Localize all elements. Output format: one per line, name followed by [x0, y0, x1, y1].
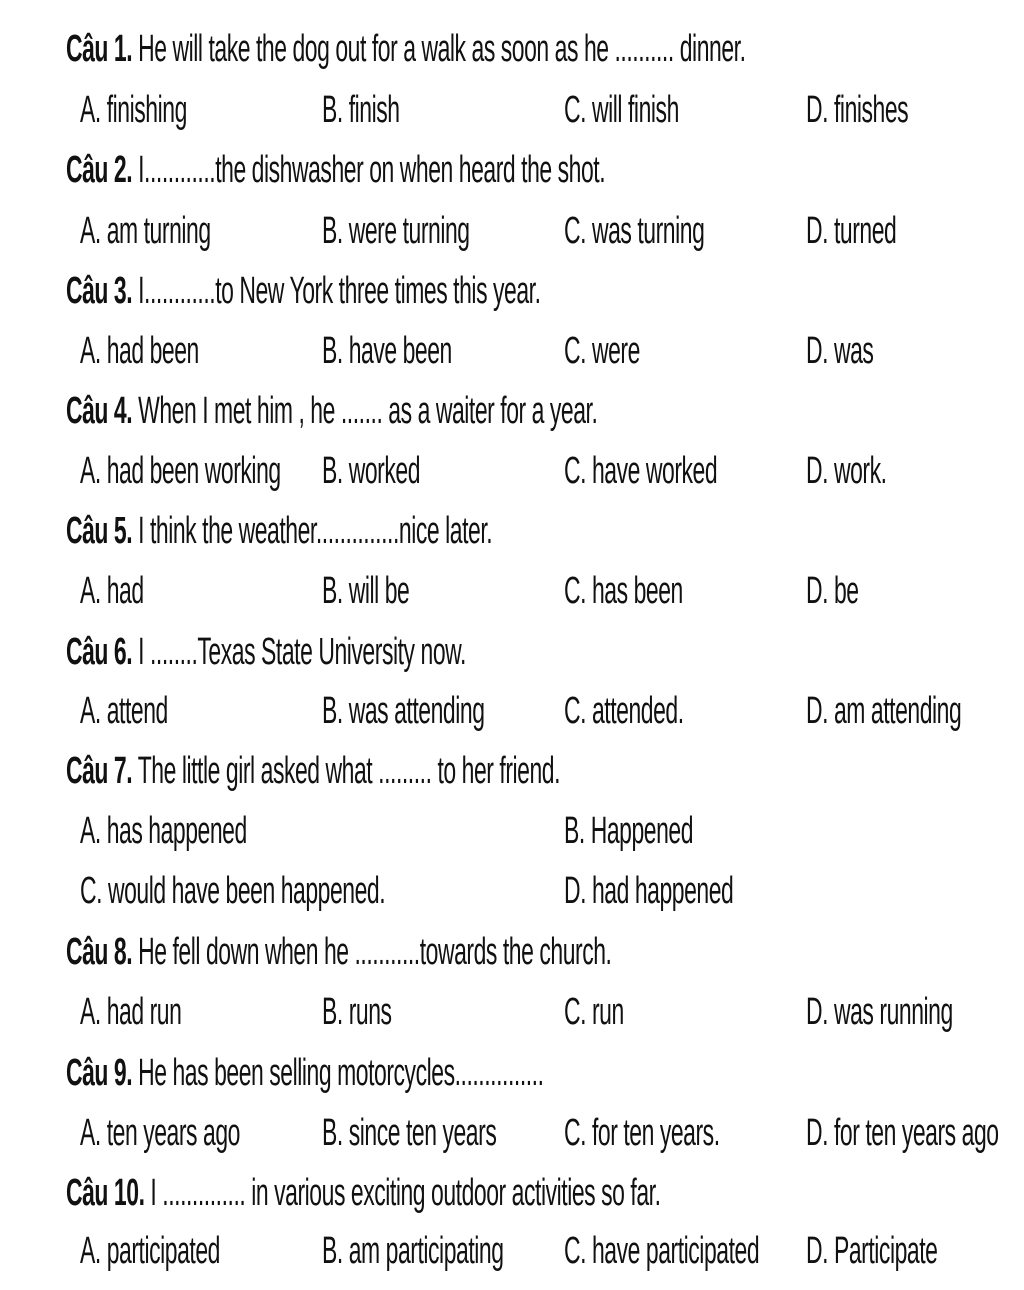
question-3-options	[0, 330, 1024, 390]
question-5-option-d[interactable]: D. be	[806, 568, 859, 612]
question-9-label: Câu 9.	[66, 1050, 133, 1094]
question-8-option-b[interactable]: B. runs	[322, 989, 392, 1033]
question-6-option-d[interactable]: D. am attending	[806, 688, 962, 732]
question-6-option-b[interactable]: B. was attending	[322, 688, 485, 732]
question-10-label: Câu 10.	[66, 1170, 145, 1214]
question-4-option-d[interactable]: D. work.	[806, 448, 887, 492]
question-6-options	[0, 690, 1024, 750]
question-3-option-a[interactable]: A. had been	[80, 328, 199, 372]
question-3-label: Câu 3.	[66, 268, 133, 312]
question-2-option-b[interactable]: B. were turning	[322, 208, 470, 252]
question-4	[0, 390, 1024, 450]
question-2-options	[0, 210, 1024, 270]
question-5-label: Câu 5.	[66, 508, 133, 552]
question-4-options	[0, 450, 1024, 510]
question-3-stem	[66, 270, 541, 311]
question-8-option-c[interactable]: C. run	[564, 989, 624, 1033]
question-4-stem	[66, 390, 597, 431]
question-5-stem	[66, 510, 492, 551]
question-4-text: When I met him , he ....... as a waiter for a year.	[132, 388, 598, 432]
question-2-option-c[interactable]: C. was turning	[564, 208, 705, 252]
question-6-option-a[interactable]: A. attend	[80, 688, 168, 732]
question-2-option-a[interactable]: A. am turning	[80, 208, 211, 252]
question-3	[0, 270, 1024, 330]
question-10-option-a[interactable]: A. participated	[80, 1228, 220, 1272]
question-3-text: I............to New York three times this year.	[132, 268, 541, 312]
question-9-stem	[66, 1052, 544, 1093]
question-5-text: I think the weather..............nice later.	[132, 508, 493, 552]
question-9-option-a[interactable]: A. ten years ago	[80, 1110, 240, 1154]
question-10-option-d[interactable]: D. Participate	[806, 1228, 938, 1272]
question-9-option-d[interactable]: D. for ten years ago	[806, 1110, 999, 1154]
question-1-label: Câu 1.	[66, 26, 133, 70]
question-9	[0, 1052, 1024, 1112]
question-5-option-b[interactable]: B. will be	[322, 568, 410, 612]
question-10-option-b[interactable]: B. am participating	[322, 1228, 504, 1272]
question-8-option-a[interactable]: A. had run	[80, 989, 182, 1033]
question-9-option-b[interactable]: B. since ten years	[322, 1110, 497, 1154]
question-8-text: He fell down when he ...........towards the church.	[132, 929, 612, 973]
question-5-option-c[interactable]: C. has been	[564, 568, 683, 612]
question-10-option-c[interactable]: C. have participated	[564, 1228, 760, 1272]
question-1-stem	[66, 28, 745, 69]
question-3-option-d[interactable]: D. was	[806, 328, 874, 372]
question-8-option-d[interactable]: D. was running	[806, 989, 953, 1033]
question-4-label: Câu 4.	[66, 388, 133, 432]
question-8-options	[0, 991, 1024, 1051]
question-1-option-a[interactable]: A. finishing	[80, 87, 187, 131]
question-6-option-c[interactable]: C. attended.	[564, 688, 684, 732]
question-9-option-c[interactable]: C. for ten years.	[564, 1110, 720, 1154]
question-5-options	[0, 570, 1024, 630]
question-8-stem	[66, 931, 611, 972]
question-2-label: Câu 2.	[66, 147, 133, 191]
question-1-option-d[interactable]: D. finishes	[806, 87, 909, 131]
question-7-option-d[interactable]: D. had happened	[564, 868, 734, 912]
question-7-options-row-2	[0, 870, 1024, 930]
question-3-option-c[interactable]: C. were	[564, 328, 640, 372]
question-10-stem	[66, 1172, 661, 1213]
question-6-label: Câu 6.	[66, 629, 133, 673]
question-7-option-b[interactable]: B. Happened	[564, 808, 694, 852]
question-7	[0, 750, 1024, 810]
question-5	[0, 510, 1024, 570]
question-7-label: Câu 7.	[66, 748, 133, 792]
question-9-options	[0, 1112, 1024, 1172]
question-7-text: The little girl asked what ......... to her friend.	[132, 748, 561, 792]
question-2-text: I............the dishwasher on when heard the shot.	[132, 147, 606, 191]
question-10-text: I .............. in various exciting outdoor activities so far.	[144, 1170, 661, 1214]
question-5-option-a[interactable]: A. had	[80, 568, 144, 612]
question-4-option-b[interactable]: B. worked	[322, 448, 421, 492]
question-1-options	[0, 89, 1024, 149]
question-3-option-b[interactable]: B. have been	[322, 328, 452, 372]
question-6	[0, 631, 1024, 691]
question-7-option-a[interactable]: A. has happened	[80, 808, 247, 852]
question-8-label: Câu 8.	[66, 929, 133, 973]
question-1-option-c[interactable]: C. will finish	[564, 87, 679, 131]
question-1-option-b[interactable]: B. finish	[322, 87, 400, 131]
question-2	[0, 149, 1024, 209]
question-6-text: I ........Texas State University now.	[132, 629, 466, 673]
question-1-text: He will take the dog out for a walk as soon as he .......... dinner.	[132, 26, 746, 70]
question-4-option-c[interactable]: C. have worked	[564, 448, 718, 492]
question-10-options	[0, 1230, 1024, 1290]
question-4-option-a[interactable]: A. had been working	[80, 448, 281, 492]
question-1	[0, 28, 1024, 88]
question-7-options-row-1	[0, 810, 1024, 870]
question-9-text: He has been selling motorcycles...............	[132, 1050, 544, 1094]
question-2-option-d[interactable]: D. turned	[806, 208, 897, 252]
question-6-stem	[66, 631, 466, 672]
question-7-option-c[interactable]: C. would have been happened.	[80, 868, 386, 912]
question-10	[0, 1172, 1024, 1232]
question-7-stem	[66, 750, 560, 791]
question-2-stem	[66, 149, 605, 190]
question-8	[0, 931, 1024, 991]
